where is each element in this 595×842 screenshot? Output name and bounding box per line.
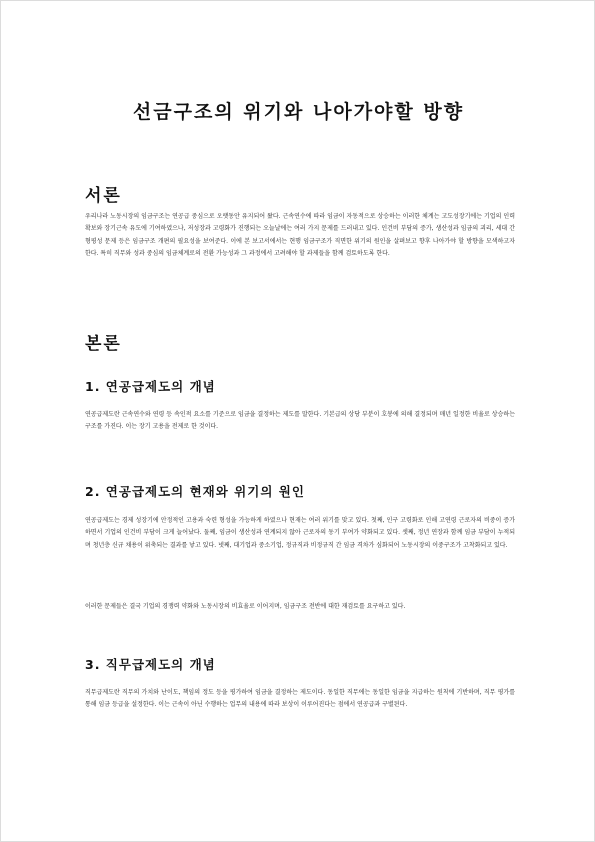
section-heading-body: 본론 [85, 334, 122, 354]
subsection-2-paragraph-2: 이러한 문제들은 결국 기업의 경쟁력 약화와 노동시장의 비효율로 이어지며, 임금구조 전반에 대한 재검토를 요구하고 있다. [85, 603, 406, 610]
subsection-heading-3: 3. 직무급제도의 개념 [85, 657, 216, 672]
subsection-3-paragraph: 직무급제도란 직무의 가치와 난이도, 책임의 정도 등을 평가하여 임금을 결정하는 제도이다. 동일한 직무에는 동일한 임금을 지급하는 원칙에 기반하며, 직무 평가를 통해 임금 등급을 설정한다. 이는 근속이 아닌 수행하는 업무의 내용에 따라 보상이 이루어진다는 점에서 연공급과 구별된다. [85, 689, 515, 709]
section-heading-intro: 서론 [85, 186, 122, 206]
intro-paragraph: 우리나라 노동시장의 임금구조는 연공급 중심으로 오랫동안 유지되어 왔다. 근속연수에 따라 임금이 자동적으로 상승하는 이러한 체계는 고도성장기에는 기업의 인력 확보와 장기근속 유도에 기여하였으나, 저성장과 고령화가 진행되는 오늘날에는 여러 가지 문제를 드러내고 있다. 인건비 부담의 증가, 생산성과 임금의 괴리, 세대 간 형평성 문제 등은 임금구조 개편의 필요성을 보여준다. 이에 본 보고서에서는 현행 임금구조가 직면한 위기의 원인을 살펴보고 향후 나아가야 할 방향을 모색하고자 한다. 특히 직무와 성과 중심의 임금체계로의 전환 가능성과 그 과정에서 고려해야 할 과제들을 함께 검토하도록 한다. [85, 213, 515, 257]
document-title: 선금구조의 위기와 나아가야할 방향 [132, 101, 465, 123]
subsection-heading-1: 1. 연공급제도의 개념 [85, 379, 216, 394]
subsection-2-paragraph: 연공급제도는 경제 성장기에 안정적인 고용과 숙련 형성을 가능하게 하였으나 현재는 여러 위기를 맞고 있다. 첫째, 인구 고령화로 인해 고연령 근로자의 비중이 증가하면서 기업의 인건비 부담이 크게 늘어났다. 둘째, 임금이 생산성과 연계되지 않아 근로자의 동기 부여가 약화되고 있다. 셋째, 정년 연장과 함께 임금 부담이 누적되며 청년층 신규 채용이 위축되는 결과를 낳고 있다. 넷째, 대기업과 중소기업, 정규직과 비정규직 간 임금 격차가 심화되어 노동시장의 이중구조가 고착화되고 있다. [85, 517, 515, 549]
subsection-heading-2: 2. 연공급제도의 현재와 위기의 원인 [85, 484, 305, 499]
subsection-1-paragraph: 연공급제도란 근속연수와 연령 등 속인적 요소를 기준으로 임금을 결정하는 제도를 말한다. 기본급의 상당 부분이 호봉에 의해 결정되며 매년 일정한 비율로 상승하는 구조를 가진다. 이는 장기 고용을 전제로 한 것이다. [85, 411, 515, 431]
